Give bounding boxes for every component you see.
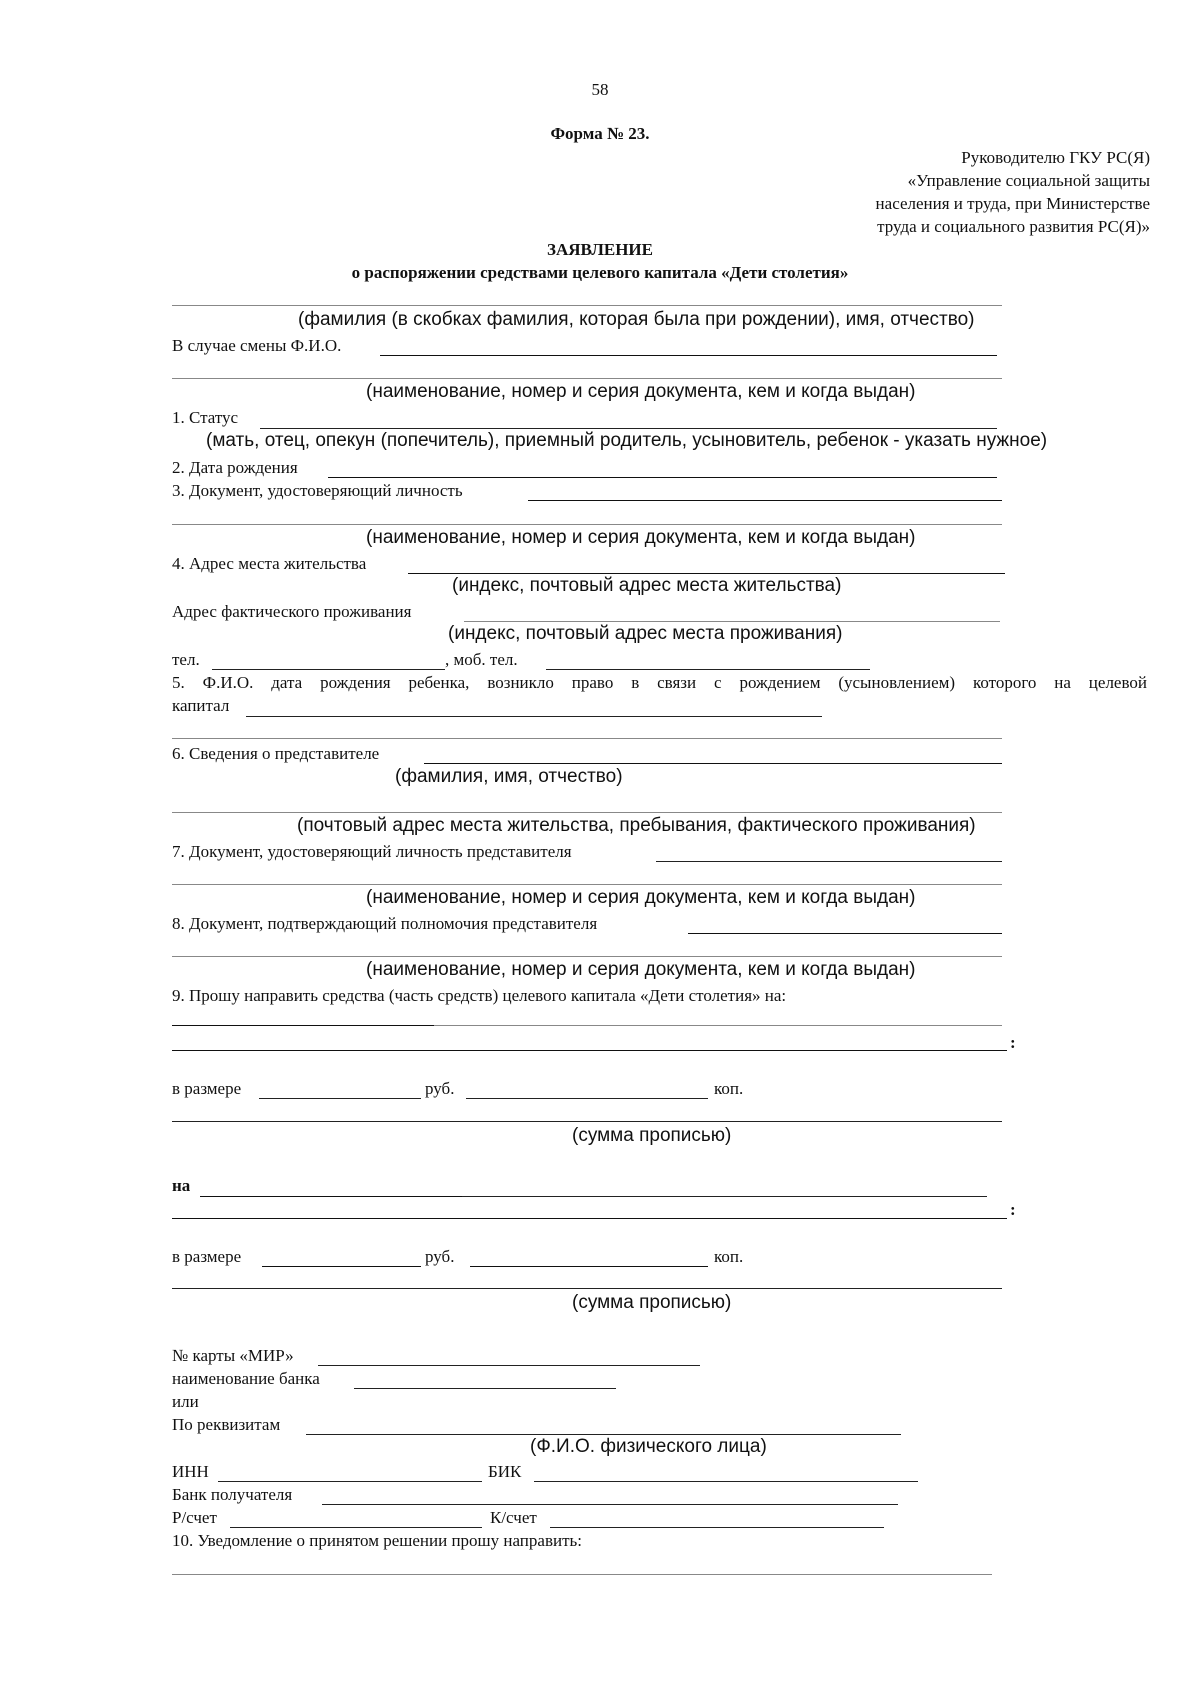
by-details-label: По реквизитам [172, 1415, 281, 1434]
birth-date-label: 2. Дата рождения [172, 458, 298, 477]
colon-1: : [1010, 1033, 1016, 1052]
bank-recipient-field[interactable] [322, 1504, 898, 1505]
addressee-line: Руководителю ГКУ РС(Я) [961, 148, 1150, 167]
addressee-line: труда и социального развития РС(Я)» [877, 217, 1150, 236]
name-change-label: В случае смены Ф.И.О. [172, 336, 342, 355]
person-fio-hint: (Ф.И.О. физического лица) [530, 1436, 767, 1457]
child-field[interactable] [246, 716, 822, 717]
na-field-b[interactable] [462, 1196, 987, 1197]
address-field[interactable] [408, 573, 1005, 574]
rep-address-field[interactable] [172, 812, 1002, 813]
page-number: 58 [591, 80, 609, 99]
na-field-2[interactable] [172, 1218, 1007, 1219]
rep-auth-doc-field[interactable] [688, 933, 1002, 934]
document-subtitle: о распоряжении средствами целевого капитала «Дети столетия» [351, 263, 849, 282]
doc3-hint: (наименование, номер и серия документа, кем и когда выдан) [366, 887, 916, 908]
id-doc-label: 3. Документ, удостоверяющий личность [172, 481, 463, 500]
status-hint: (мать, отец, опекун (попечитель), приемный родитель, усыновитель, ребенок - указать нужное) [206, 430, 1048, 451]
sum-2-hint: (сумма прописью) [572, 1292, 732, 1313]
request-field-a[interactable] [172, 1025, 434, 1026]
rep-id-doc-field-2[interactable] [172, 884, 1002, 885]
bik-field[interactable] [534, 1481, 918, 1482]
k-account-field[interactable] [550, 1527, 884, 1528]
fio-hint: (фамилия (в скобках фамилия, которая была при рождении), имя, отчество) [298, 309, 975, 330]
r-account-label: Р/счет [172, 1508, 217, 1527]
doc2-hint: (наименование, номер и серия документа, кем и когда выдан) [366, 527, 916, 548]
k-account-label: К/счет [490, 1508, 537, 1527]
rub-1-field[interactable] [259, 1098, 421, 1099]
address-label: 4. Адрес места жительства [172, 554, 367, 573]
sum-1-words-field[interactable] [172, 1121, 1002, 1122]
name-change-field[interactable] [380, 355, 997, 356]
sum-1-hint: (сумма прописью) [572, 1125, 732, 1146]
request-field-b[interactable] [434, 1025, 1002, 1026]
r-account-field[interactable] [230, 1527, 482, 1528]
rep-fio-hint: (фамилия, имя, отчество) [395, 766, 623, 787]
id-doc-field[interactable] [528, 500, 1002, 501]
kop-1-label: коп. [714, 1079, 744, 1098]
bank-name-field[interactable] [354, 1388, 616, 1389]
request-label: 9. Прошу направить средства (часть средств) целевого капитала «Дети столетия» на: [172, 986, 787, 1005]
fio-field[interactable] [172, 305, 1002, 306]
mob-label: , моб. тел. [445, 650, 518, 669]
id-doc-field-2[interactable] [172, 524, 1002, 525]
colon-2: : [1010, 1200, 1016, 1219]
by-details-field[interactable] [306, 1434, 901, 1435]
rep-auth-doc-field-2[interactable] [172, 956, 1002, 957]
inn-label: ИНН [172, 1462, 209, 1481]
amount-1-label: в размере [172, 1079, 242, 1098]
rub-2-label: руб. [425, 1247, 455, 1266]
child-field-2[interactable] [172, 738, 1002, 739]
tel-label: тел. [172, 650, 200, 669]
bank-name-label: наименование банка [172, 1369, 320, 1388]
inn-field[interactable] [218, 1481, 482, 1482]
na-label: на [172, 1176, 191, 1195]
address-hint: (индекс, почтовый адрес места жительства) [452, 575, 842, 596]
form-title: Форма № 23. [550, 124, 650, 143]
status-field[interactable] [260, 428, 997, 429]
rep-id-doc-field[interactable] [656, 861, 1002, 862]
document-title: ЗАЯВЛЕНИЕ [546, 240, 653, 259]
child-label: 5. Ф.И.О. дата рождения ребенка, возникло право в связи с рождением (усыновлением) которого на целевой [172, 673, 1147, 692]
capital-label: капитал [172, 696, 230, 715]
rep-info-label: 6. Сведения о представителе [172, 744, 380, 763]
actual-address-label: Адрес фактического проживания [172, 602, 412, 621]
actual-address-hint: (индекс, почтовый адрес места проживания) [448, 623, 843, 644]
rep-address-hint: (почтовый адрес места жительства, пребывания, фактического проживания) [297, 815, 976, 836]
bank-recipient-label: Банк получателя [172, 1485, 293, 1504]
kop-2-label: коп. [714, 1247, 744, 1266]
tel-field[interactable] [212, 669, 445, 670]
rub-2-field[interactable] [262, 1266, 421, 1267]
rep-auth-doc-label: 8. Документ, подтверждающий полномочия представителя [172, 914, 598, 933]
doc4-hint: (наименование, номер и серия документа, кем и когда выдан) [366, 959, 916, 980]
notify-label: 10. Уведомление о принятом решении прошу направить: [172, 1531, 582, 1550]
sum-2-words-field[interactable] [172, 1288, 1002, 1289]
bik-label: БИК [488, 1462, 522, 1481]
doc1-hint: (наименование, номер и серия документа, кем и когда выдан) [366, 381, 916, 402]
rub-1-label: руб. [425, 1079, 455, 1098]
mir-card-field[interactable] [318, 1365, 700, 1366]
status-label: 1. Статус [172, 408, 239, 427]
rep-info-field[interactable] [424, 763, 1002, 764]
kop-2-field[interactable] [470, 1266, 708, 1267]
or-label: или [172, 1392, 199, 1411]
kop-1-field[interactable] [466, 1098, 708, 1099]
na-field-a[interactable] [200, 1196, 462, 1197]
birth-date-field[interactable] [328, 477, 997, 478]
mir-card-label: № карты «МИР» [172, 1346, 294, 1365]
addressee-line: «Управление социальной защиты [907, 171, 1150, 190]
rep-id-doc-label: 7. Документ, удостоверяющий личность представителя [172, 842, 572, 861]
mob-field[interactable] [546, 669, 870, 670]
request-field-2[interactable] [172, 1050, 1007, 1051]
amount-2-label: в размере [172, 1247, 242, 1266]
actual-address-field[interactable] [464, 621, 1000, 622]
name-change-doc-field[interactable] [172, 378, 1002, 379]
notify-field[interactable] [172, 1574, 992, 1575]
addressee-line: населения и труда, при Министерстве [875, 194, 1150, 213]
